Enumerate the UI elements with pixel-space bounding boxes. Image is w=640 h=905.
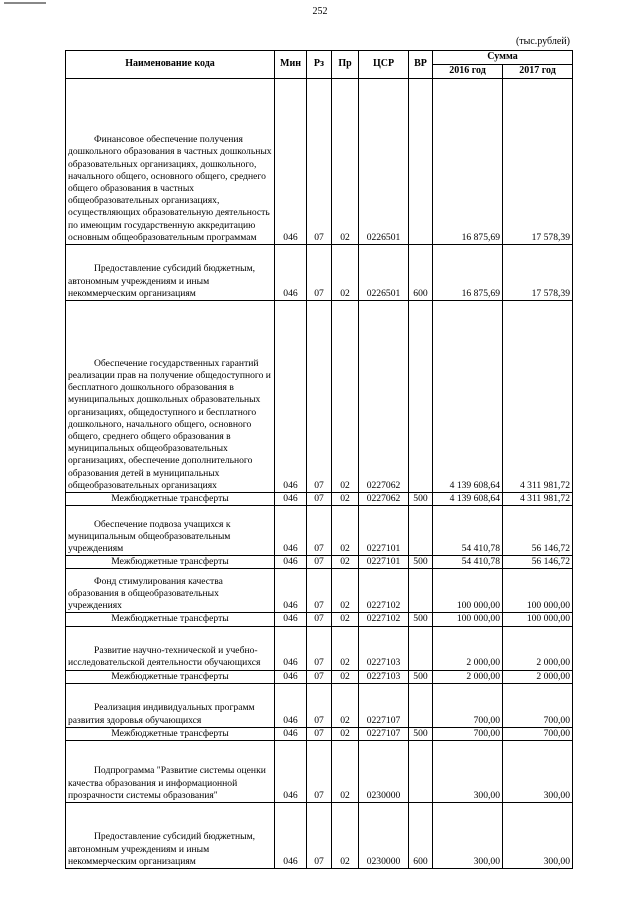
row-min-cell: 046 bbox=[275, 569, 307, 613]
row-min-cell: 046 bbox=[275, 741, 307, 803]
row-rz-cell: 07 bbox=[307, 727, 332, 740]
row-name-cell: Фонд стимулирования качества образования в общеобразовательных учреждениях bbox=[66, 569, 275, 613]
row-2016-cell: 54 410,78 bbox=[433, 556, 503, 569]
row-2016-cell: 2 000,00 bbox=[433, 626, 503, 670]
row-csr-cell: 0227103 bbox=[359, 626, 409, 670]
row-name-cell: Межбюджетные трансферты bbox=[66, 613, 275, 626]
row-min-cell: 046 bbox=[275, 245, 307, 301]
row-csr-cell: 0227107 bbox=[359, 683, 409, 727]
row-name-cell: Реализация индивидуальных программ развития здоровья обучающихся bbox=[66, 683, 275, 727]
row-2017-cell: 4 311 981,72 bbox=[503, 301, 573, 493]
row-rz-cell: 07 bbox=[307, 245, 332, 301]
row-min-cell: 046 bbox=[275, 79, 307, 245]
row-vr-cell bbox=[409, 569, 433, 613]
header-sum: Сумма bbox=[433, 51, 573, 65]
row-rz-cell: 07 bbox=[307, 613, 332, 626]
row-2016-cell: 2 000,00 bbox=[433, 670, 503, 683]
row-2017-cell: 56 146,72 bbox=[503, 506, 573, 556]
row-rz-cell: 07 bbox=[307, 556, 332, 569]
row-min-cell: 046 bbox=[275, 613, 307, 626]
row-pr-cell: 02 bbox=[332, 741, 359, 803]
row-rz-cell: 07 bbox=[307, 79, 332, 245]
table-row bbox=[66, 556, 573, 569]
row-vr-cell bbox=[409, 741, 433, 803]
row-name-cell: Финансовое обеспечение получения дошкольного образования в частных дошкольных образовательных организациях, дошкольного, начального общего, основного общего, среднего общего образования в частных общеобразовательных организациях, осуществляющих образовательную деятельность по имеющим государственную аккредитацию основным общеобразовательным программам bbox=[66, 79, 275, 245]
row-2016-cell: 700,00 bbox=[433, 683, 503, 727]
header-csr: ЦСР bbox=[359, 51, 409, 79]
row-vr-cell: 500 bbox=[409, 613, 433, 626]
row-2017-cell: 100 000,00 bbox=[503, 569, 573, 613]
row-rz-cell: 07 bbox=[307, 803, 332, 869]
row-csr-cell: 0230000 bbox=[359, 741, 409, 803]
row-vr-cell bbox=[409, 683, 433, 727]
row-rz-cell: 07 bbox=[307, 670, 332, 683]
row-2016-cell: 300,00 bbox=[433, 741, 503, 803]
table-row bbox=[66, 569, 573, 613]
row-pr-cell: 02 bbox=[332, 245, 359, 301]
table-row bbox=[66, 670, 573, 683]
row-min-cell: 046 bbox=[275, 493, 307, 506]
row-pr-cell: 02 bbox=[332, 670, 359, 683]
row-pr-cell: 02 bbox=[332, 626, 359, 670]
table-row bbox=[66, 493, 573, 506]
budget-table bbox=[65, 50, 573, 869]
row-2017-cell: 700,00 bbox=[503, 727, 573, 740]
row-2016-cell: 54 410,78 bbox=[433, 506, 503, 556]
row-2017-cell: 700,00 bbox=[503, 683, 573, 727]
table-row bbox=[66, 613, 573, 626]
row-min-cell: 046 bbox=[275, 506, 307, 556]
row-vr-cell: 500 bbox=[409, 493, 433, 506]
row-vr-cell bbox=[409, 626, 433, 670]
row-csr-cell: 0227101 bbox=[359, 506, 409, 556]
row-2017-cell: 100 000,00 bbox=[503, 613, 573, 626]
row-2017-cell: 17 578,39 bbox=[503, 245, 573, 301]
scan-mark bbox=[4, 2, 46, 4]
row-csr-cell: 0227103 bbox=[359, 670, 409, 683]
row-vr-cell: 600 bbox=[409, 803, 433, 869]
row-name-cell: Обеспечение государственных гарантий реализации прав на получение общедоступного и бесплатного дошкольного образования в муниципальных дошкольных образовательных организациях, общедоступного и бесплатного дошкольного, начального общего, основного общего, среднего общего образования в муниципальных общеобразовательных организациях, обеспечение дополнительного образования детей в муниципальных общеобразовательных организациях bbox=[66, 301, 275, 493]
row-pr-cell: 02 bbox=[332, 727, 359, 740]
row-name-cell: Подпрограмма "Развитие системы оценки качества образования и информационной прозрачности системы образования" bbox=[66, 741, 275, 803]
row-min-cell: 046 bbox=[275, 727, 307, 740]
table-row bbox=[66, 301, 573, 493]
row-2016-cell: 300,00 bbox=[433, 803, 503, 869]
row-2016-cell: 4 139 608,64 bbox=[433, 493, 503, 506]
row-2017-cell: 300,00 bbox=[503, 741, 573, 803]
header-name: Наименование кода bbox=[66, 51, 275, 79]
table-row bbox=[66, 626, 573, 670]
row-csr-cell: 0227102 bbox=[359, 569, 409, 613]
row-2017-cell: 4 311 981,72 bbox=[503, 493, 573, 506]
row-2016-cell: 16 875,69 bbox=[433, 79, 503, 245]
row-pr-cell: 02 bbox=[332, 556, 359, 569]
row-pr-cell: 02 bbox=[332, 613, 359, 626]
header-2017: 2017 год bbox=[503, 65, 573, 79]
row-csr-cell: 0227062 bbox=[359, 301, 409, 493]
table-row bbox=[66, 683, 573, 727]
header-2016: 2016 год bbox=[433, 65, 503, 79]
row-2016-cell: 4 139 608,64 bbox=[433, 301, 503, 493]
row-pr-cell: 02 bbox=[332, 493, 359, 506]
row-pr-cell: 02 bbox=[332, 79, 359, 245]
row-rz-cell: 07 bbox=[307, 683, 332, 727]
row-2017-cell: 300,00 bbox=[503, 803, 573, 869]
row-name-cell: Межбюджетные трансферты bbox=[66, 493, 275, 506]
table-body bbox=[66, 79, 573, 869]
row-vr-cell: 500 bbox=[409, 556, 433, 569]
row-2017-cell: 2 000,00 bbox=[503, 626, 573, 670]
row-name-cell: Предоставление субсидий бюджетным, автономным учреждениям и иным некоммерческим организациям bbox=[66, 803, 275, 869]
header-vr: ВР bbox=[409, 51, 433, 79]
header-pr: Пр bbox=[332, 51, 359, 79]
row-vr-cell bbox=[409, 301, 433, 493]
table-row bbox=[66, 79, 573, 245]
row-vr-cell: 600 bbox=[409, 245, 433, 301]
row-min-cell: 046 bbox=[275, 670, 307, 683]
row-min-cell: 046 bbox=[275, 301, 307, 493]
row-csr-cell: 0227107 bbox=[359, 727, 409, 740]
units-note: (тыс.рублей) bbox=[515, 36, 570, 47]
table-row bbox=[66, 245, 573, 301]
header-rz: Рз bbox=[307, 51, 332, 79]
row-2016-cell: 16 875,69 bbox=[433, 245, 503, 301]
row-pr-cell: 02 bbox=[332, 506, 359, 556]
row-rz-cell: 07 bbox=[307, 741, 332, 803]
row-csr-cell: 0230000 bbox=[359, 803, 409, 869]
row-2016-cell: 100 000,00 bbox=[433, 569, 503, 613]
row-csr-cell: 0227062 bbox=[359, 493, 409, 506]
row-2016-cell: 700,00 bbox=[433, 727, 503, 740]
row-2017-cell: 56 146,72 bbox=[503, 556, 573, 569]
row-name-cell: Межбюджетные трансферты bbox=[66, 670, 275, 683]
row-rz-cell: 07 bbox=[307, 626, 332, 670]
row-pr-cell: 02 bbox=[332, 569, 359, 613]
row-pr-cell: 02 bbox=[332, 301, 359, 493]
row-2016-cell: 100 000,00 bbox=[433, 613, 503, 626]
row-2017-cell: 2 000,00 bbox=[503, 670, 573, 683]
table-row bbox=[66, 803, 573, 869]
row-2017-cell: 17 578,39 bbox=[503, 79, 573, 245]
row-rz-cell: 07 bbox=[307, 301, 332, 493]
page-number: 252 bbox=[312, 6, 328, 17]
row-name-cell: Развитие научно-технической и учебно-исследовательской деятельности обучающихся bbox=[66, 626, 275, 670]
table-row bbox=[66, 741, 573, 803]
row-min-cell: 046 bbox=[275, 556, 307, 569]
row-rz-cell: 07 bbox=[307, 506, 332, 556]
header-row-top bbox=[66, 51, 573, 65]
row-pr-cell: 02 bbox=[332, 803, 359, 869]
row-name-cell: Межбюджетные трансферты bbox=[66, 727, 275, 740]
row-vr-cell: 500 bbox=[409, 727, 433, 740]
row-vr-cell bbox=[409, 79, 433, 245]
row-csr-cell: 0226501 bbox=[359, 245, 409, 301]
row-vr-cell: 500 bbox=[409, 670, 433, 683]
row-name-cell: Предоставление субсидий бюджетным, автономным учреждениям и иным некоммерческим организациям bbox=[66, 245, 275, 301]
row-csr-cell: 0227102 bbox=[359, 613, 409, 626]
row-min-cell: 046 bbox=[275, 626, 307, 670]
row-min-cell: 046 bbox=[275, 803, 307, 869]
row-rz-cell: 07 bbox=[307, 493, 332, 506]
row-csr-cell: 0227101 bbox=[359, 556, 409, 569]
row-rz-cell: 07 bbox=[307, 569, 332, 613]
row-pr-cell: 02 bbox=[332, 683, 359, 727]
row-name-cell: Обеспечение подвоза учащихся к муниципальным общеобразовательным учреждениям bbox=[66, 506, 275, 556]
header-min: Мин bbox=[275, 51, 307, 79]
row-min-cell: 046 bbox=[275, 683, 307, 727]
row-csr-cell: 0226501 bbox=[359, 79, 409, 245]
table-row bbox=[66, 727, 573, 740]
table-row bbox=[66, 506, 573, 556]
row-name-cell: Межбюджетные трансферты bbox=[66, 556, 275, 569]
row-vr-cell bbox=[409, 506, 433, 556]
